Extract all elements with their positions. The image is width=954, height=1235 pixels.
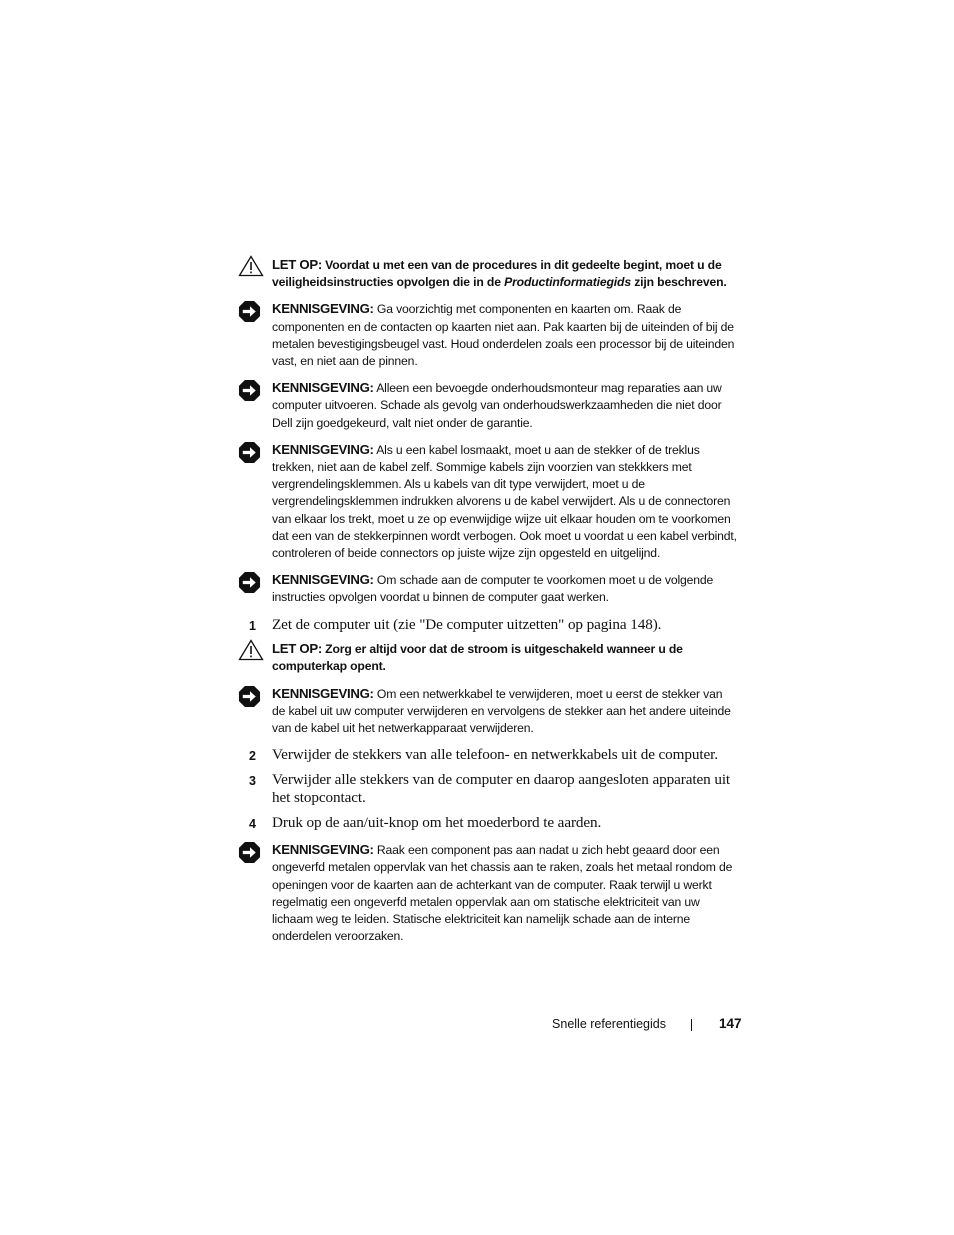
notice-label: KENNISGEVING: <box>272 301 374 317</box>
notice-arrow-icon <box>238 685 261 708</box>
notice-label: KENNISGEVING: <box>272 441 374 457</box>
notice-arrow-icon <box>238 379 261 402</box>
caution-text: Voordat u met een van de procedures in dit gedeelte begint, moet u de veiligheidsinstructies opvolgen die in de <box>272 258 722 290</box>
caution-label: LET OP: <box>272 257 322 272</box>
notice-text: Alleen een bevoegde onderhoudsmonteur mag reparaties aan uw computer uitvoeren. Schade als gevolg van onderhoudswerkzaamheden die niet door Dell zijn goedgekeurd, valt niet onder de garantie. <box>272 381 722 430</box>
notice-label: KENNISGEVING: <box>272 685 374 701</box>
notice-arrow-icon <box>238 441 261 464</box>
notice-block <box>238 379 738 432</box>
step-number: 4 <box>249 816 256 831</box>
step-number: 2 <box>249 749 256 764</box>
notice-block <box>238 441 738 562</box>
step-item <box>238 746 738 765</box>
notice-block <box>238 300 738 370</box>
footer-title: Snelle referentiegids <box>552 1017 666 1031</box>
caution-block <box>238 256 738 291</box>
notice-arrow-icon <box>238 571 261 594</box>
notice-arrow-icon <box>238 841 261 864</box>
notice-label: KENNISGEVING: <box>272 380 374 396</box>
notice-label: KENNISGEVING: <box>272 572 374 588</box>
step-number: 1 <box>249 618 256 633</box>
notice-label: KENNISGEVING: <box>272 842 374 858</box>
page-content <box>238 256 738 954</box>
step-item <box>238 814 738 833</box>
step-item <box>238 771 738 808</box>
caution-text: Zorg er altijd voor dat de stroom is uitgeschakeld wanneer u de computerkap opent. <box>272 642 683 674</box>
step-text: Druk op de aan/uit-knop om het moederbord te aarden. <box>272 813 602 831</box>
notice-text: Om een netwerkkabel te verwijderen, moet u eerst de stekker van de kabel uit uw computer verwijderen en vervolgens de stekker aan het andere uiteinde van de kabel uit het netwerkapparaat verwijderen. <box>272 686 731 735</box>
notice-text: Als u een kabel losmaakt, moet u aan de stekker of de treklus trekken, niet aan de kabel zelf. Sommige kabels zijn voorzien van stekkkers met vergrendelingsklemmen. Als u kabels van dit type verwijdert, moet u de vergrendelingsklemmen indrukken alvorens u de kabel verwijdert. Als u de connectoren van elkaar los trekt, moet u ze op evenwijdige wijze uit elkaar houden om te voorkomen dat een van de stekkerpinnen wordt verbogen. Ook moet u voordat u een kabel verbindt, controleren of beide connectors op juiste wijze zijn opgesteld en uitgelijnd. <box>272 442 737 561</box>
page-footer <box>0 1014 954 1034</box>
caution-block <box>238 640 738 675</box>
caution-text-end: zijn beschreven. <box>630 275 727 290</box>
step-text: Verwijder de stekkers van alle telefoon- en netwerkkabels uit de computer. <box>272 746 718 764</box>
step-item <box>238 616 738 635</box>
step-number: 3 <box>249 773 256 788</box>
caution-text-emphasis: Productinformatiegids <box>504 275 631 290</box>
caution-label: LET OP: <box>272 641 322 657</box>
step-text: Zet de computer uit (zie "De computer uitzetten" op pagina 148). <box>272 615 662 633</box>
notice-block <box>238 571 738 606</box>
step-text: Verwijder alle stekkers van de computer en daarop aangesloten apparaten uit het stopcontact. <box>272 770 731 807</box>
notice-block <box>238 841 738 945</box>
warning-triangle-icon <box>238 255 264 277</box>
footer-separator <box>691 1019 692 1031</box>
notice-text: Raak een component pas aan nadat u zich hebt geaard door een ongeverfd metalen oppervlak van het chassis aan te raken, zoals het metaal rondom de openingen voor de kaarten aan de achterkant van de computer. Raak terwijl u werkt regelmatig een ongeverfd metalen oppervlak aan om statische elektriciteit van uw lichaam weg te leiden. Statische elektriciteit kan namelijk schade aan de interne onderdelen veroorzaken. <box>272 843 733 944</box>
notice-block <box>238 685 738 738</box>
notice-arrow-icon <box>238 300 261 323</box>
page-number: 147 <box>719 1016 742 1031</box>
notice-text: Ga voorzichtig met componenten en kaarten om. Raak de componenten en de contacten op kaarten niet aan. Pak kaarten bij de uiteinden of bij de metalen bevestigingsbeugel vast. Houd onderdelen zoals een processor bij de uiteinden vast, en niet aan de pinnen. <box>272 302 735 369</box>
notice-text: Om schade aan de computer te voorkomen moet u de volgende instructies opvolgen voordat u binnen de computer gaat werken. <box>272 573 714 605</box>
warning-triangle-icon <box>238 639 264 661</box>
